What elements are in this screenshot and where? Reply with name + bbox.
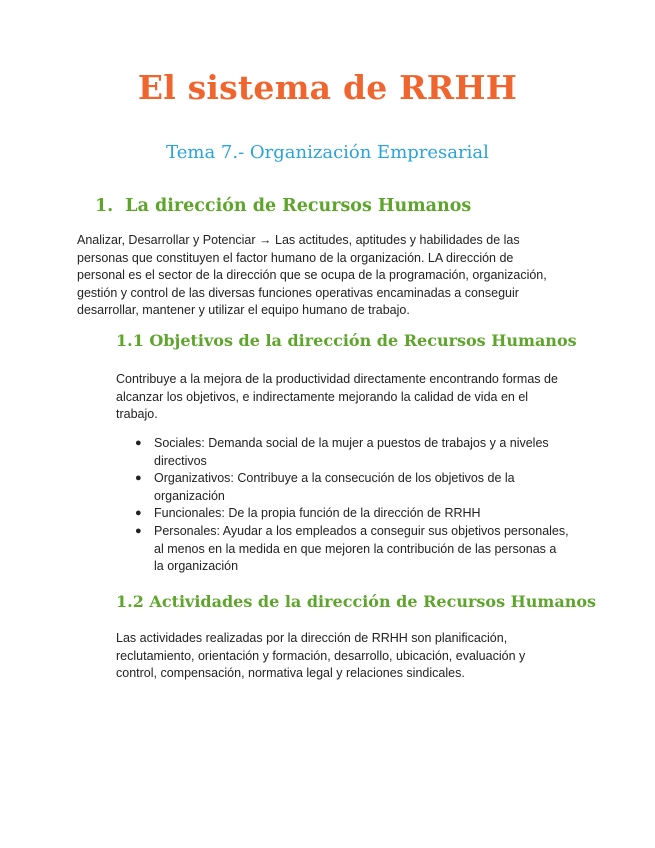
bullet-icon: ● — [135, 524, 142, 537]
list-item — [116, 505, 586, 523]
list-item-line: organización — [154, 488, 225, 503]
list-item-line: Funcionales: De la propia función de la dirección de RRHH — [154, 506, 481, 521]
list-item — [116, 435, 586, 470]
paragraph-line: Analizar, Desarrollar y Potenciar → Las actitudes, aptitudes y habilidades de las — [77, 233, 520, 247]
document-title: El sistema de RRHH — [137, 68, 518, 107]
section-1-heading-text: La dirección de Recursos Humanos — [125, 196, 472, 216]
section-1-1-paragraph — [116, 371, 586, 424]
paragraph-line: trabajo. — [116, 407, 158, 422]
paragraph-line: personal es el sector de la dirección que se ocupa de la programación, organización, — [77, 268, 547, 283]
paragraph-line: Contribuye a la mejora de la productividad directamente encontrando formas de — [116, 372, 558, 386]
list-item — [116, 470, 586, 505]
section-1-1-heading: 1.1 Objetivos de la dirección de Recursos Humanos — [116, 331, 577, 350]
paragraph-line: control, compensación, normativa legal y relaciones sindicales. — [116, 666, 465, 681]
bullet-icon: ● — [135, 472, 142, 485]
paragraph-line: personas que constituyen el factor humano de la organización. LA dirección de — [77, 250, 514, 265]
section-1-paragraph — [77, 232, 577, 320]
list-item-line: Sociales: Demanda social de la mujer a puestos de trabajos y a niveles — [154, 436, 549, 450]
paragraph-line: reclutamiento, orientación y formación, desarrollo, ubicación, evaluación y — [116, 648, 526, 663]
list-item-line: Organizativos: Contribuye a la consecución de los objetivos de la — [154, 471, 515, 486]
paragraph-line: gestión y control de las diversas funciones operativas encaminadas a conseguir — [77, 285, 519, 300]
paragraph-line: Las actividades realizadas por la dirección de RRHH son planificación, — [116, 631, 508, 645]
section-1-2-heading: 1.2 Actividades de la dirección de Recursos Humanos — [116, 592, 597, 611]
list-item — [116, 523, 586, 576]
bullet-icon: ● — [135, 437, 142, 449]
section-1-2-paragraph — [116, 630, 586, 683]
list-item-line: la organización — [154, 559, 239, 574]
list-item-line: directivos — [154, 453, 207, 468]
list-item-line: Personales: Ayudar a los empleados a conseguir sus objetivos personales, — [154, 523, 569, 538]
objectives-list — [116, 435, 586, 576]
section-1-number: 1. — [95, 196, 114, 216]
paragraph-line: alcanzar los objetivos, e indirectamente mejorando la calidad de vida en el — [116, 389, 529, 404]
paragraph-line: desarrollar, mantener y utilizar el equipo humano de trabajo. — [77, 303, 410, 318]
bullet-icon: ● — [135, 507, 142, 520]
list-item-line: al menos en la medida en que mejoren la contribución de las personas a — [154, 541, 557, 556]
document-subtitle: Tema 7.- Organización Empresarial — [166, 142, 489, 163]
section-1-heading — [95, 196, 471, 216]
